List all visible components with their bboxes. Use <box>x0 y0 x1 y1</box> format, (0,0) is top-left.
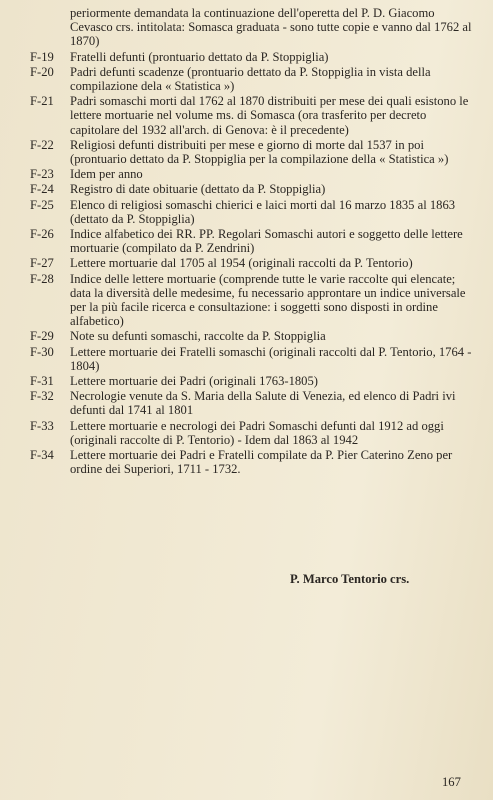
entry-row <box>30 272 472 329</box>
entry-text: Lettere mortuarie dei Fratelli somaschi (originali raccolti dal P. Tentorio, 1764 - 1804) <box>70 344 472 373</box>
entry-row <box>30 167 472 181</box>
entry-text: Lettere mortuarie dei Padri (originali 1763-1805) <box>70 374 318 389</box>
entry-text: Elenco di religiosi somaschi chierici e laici morti dal 16 marzo 1835 al 1863 (dettato da P. Stoppiglia) <box>70 197 456 226</box>
entry-row <box>30 138 472 166</box>
continued-entry <box>30 6 472 49</box>
entry-code: F-34 <box>30 448 54 463</box>
entry-code: F-28 <box>30 271 54 286</box>
entry-text: Indice delle lettere mortuarie (comprende tutte le varie raccolte qui elencate; data la diversità delle medesime, fu necessario approntare un indice universale per la più facile ricerca e consultazione: i soggetti sono disposti in ordine alfabetico) <box>70 271 466 329</box>
entry-text: Indice alfabetico dei RR. PP. Regolari Somaschi autori e soggetto delle lettere mortuarie (compilato da P. Zendrini) <box>70 227 463 256</box>
entry-list <box>30 6 472 478</box>
entry-text: Padri defunti scadenze (prontuario dettato da P. Stoppiglia in vista della compilazione dela « Statistica ») <box>70 64 431 94</box>
entry-code: F-25 <box>30 197 54 212</box>
entry-code: F-20 <box>30 64 54 79</box>
entry-text: Lettere mortuarie dei Padri e Fratelli compilate da P. Pier Caterino Zeno per ordine dei Superiori, 1711 - 1732. <box>70 448 453 477</box>
entry-code: F-22 <box>30 137 54 152</box>
entry-code: F-33 <box>30 418 54 433</box>
entry-code: F-30 <box>30 344 54 359</box>
entry-code: F-19 <box>30 49 54 64</box>
entry-row <box>30 94 472 137</box>
entry-code: F-32 <box>30 389 54 404</box>
page-number: 167 <box>442 775 461 789</box>
entry-row <box>30 345 472 373</box>
entry-code: F-27 <box>30 256 54 271</box>
entry-text: Registro di date obituarie (dettato da P. Stoppiglia) <box>70 182 326 197</box>
entry-row <box>30 448 472 476</box>
entry-row <box>30 329 472 343</box>
entry-code: F-31 <box>30 374 54 389</box>
entry-code: F-26 <box>30 227 54 242</box>
entry-row <box>30 419 472 447</box>
entry-text: Padri somaschi morti dal 1762 al 1870 distribuiti per mese dei quali esistono le lettere mortuarie nel volume ms. di Somasca (ora trasferito per decreto capitolare del 1932 all'arch. di Genova: è il precedente) <box>70 94 469 137</box>
entry-text: Lettere mortuarie e necrologi dei Padri Somaschi defunti dal 1912 ad oggi (originali raccolte di P. Tentorio) - Idem dal 1863 al 1942 <box>70 418 444 447</box>
entry-text: Necrologie venute da S. Maria della Salute di Venezia, ed elenco di Padri ivi defunti dal 1741 al 1801 <box>70 389 456 418</box>
entry-row <box>30 256 472 270</box>
entry-text: Religiosi defunti distribuiti per mese e giorno di morte dal 1537 in poi (prontuario dettato da P. Stoppiglia per la compilazione della « Statistica ») <box>70 137 449 167</box>
entry-text: Lettere mortuarie dal 1705 al 1954 (originali raccolti da P. Tentorio) <box>70 256 413 271</box>
entry-code: F-23 <box>30 167 54 182</box>
entry-row <box>30 374 472 388</box>
entry-row <box>30 65 472 93</box>
entry-code: F-21 <box>30 94 54 109</box>
entry-text: Idem per anno <box>70 167 143 182</box>
entry-code: F-24 <box>30 182 54 197</box>
entry-row <box>30 227 472 255</box>
entry-row <box>30 50 472 64</box>
entry-text: Fratelli defunti (prontuario dettato da P. Stoppiglia) <box>70 49 329 64</box>
entry-row <box>30 198 472 226</box>
entry-row <box>30 182 472 196</box>
author-signature: P. Marco Tentorio crs. <box>290 572 410 586</box>
continued-entry-text: periormente demandata la continuazione dell'operetta del P. D. Giacomo Cevasco crs. intitolata: Somasca graduata - sono tutte copie e vanno dal 1762 al 1870) <box>70 6 472 49</box>
entry-row <box>30 389 472 417</box>
entry-text: Note su defunti somaschi, raccolte da P. Stoppiglia <box>70 329 326 344</box>
entry-code: F-29 <box>30 329 54 344</box>
